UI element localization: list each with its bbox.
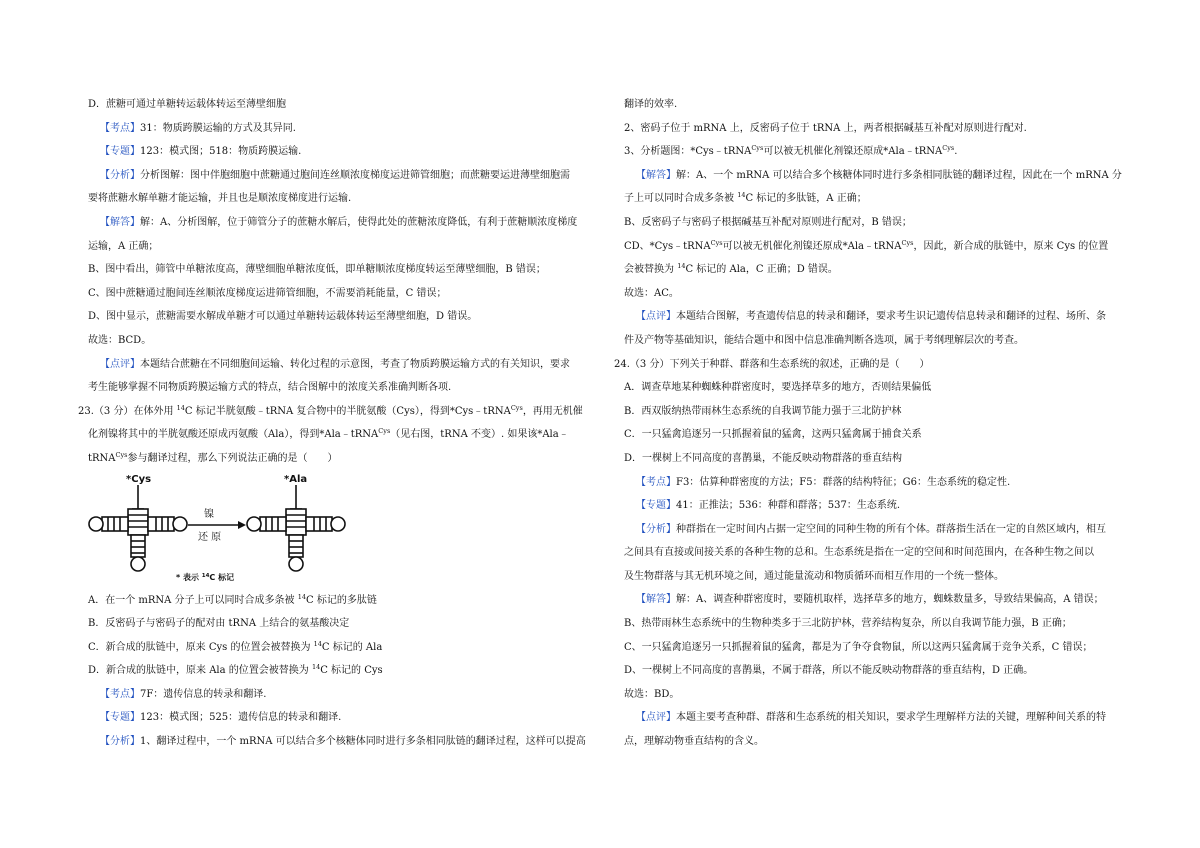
- q24-jieda-d: D、一棵树上不同高度的喜鹊巢，不属于群落，所以不能反映动物群落的垂直结构，D 正确。: [624, 665, 1034, 677]
- dianping-text: 本题结合图解，考查遗传信息的转录和翻译，要求考生识记遗传信息转录和翻译的过程、场所、条: [676, 311, 1106, 323]
- q23-stem-2: [88, 423, 600, 447]
- q23-dianping-2: 件及产物等基础知识，能结合题中和图中信息准确判断各选项，属于考纲理解层次的考查。: [624, 334, 1024, 346]
- stem-text: 23.（3 分）在体外用: [78, 405, 177, 417]
- q24-option-c: C．一只猛禽追逐另一只抓握着鼠的猛禽，这两只猛禽属于捕食关系: [624, 429, 922, 441]
- jieda-tag: 【解答】: [100, 216, 140, 228]
- superscript: Cys: [510, 403, 523, 412]
- q23-dianping-1: [624, 305, 1140, 329]
- q23-fenxi-2: 2、密码子位于 mRNA 上，反密码子位于 tRNA 上，两者根据碱基互补配对原则进行配对.: [624, 122, 1027, 134]
- q22-zhuanti: [88, 140, 600, 164]
- fenxi-text: 1、翻译过程中，一个 mRNA 可以结合多个核糖体同时进行多条相同肽链的翻译过程，这样可以提高: [140, 736, 586, 748]
- fenxi-text: 3、分析题图：*Cys﹣tRNA: [624, 146, 752, 158]
- fenxi-tag: 【分析】: [636, 523, 676, 535]
- q24-fenxi-2: 之间具有直接或间接关系的各种生物的总和。生态系统是指在一定的空间和时间范围内，在各种生物之间以: [624, 547, 1094, 559]
- fenxi-tag: 【分析】: [100, 169, 140, 181]
- left-column: [78, 93, 600, 754]
- q23-jieda-cd-2: [624, 258, 1140, 282]
- q24-stem: 24.（3 分）下列关于种群、群落和生态系统的叙述，正确的是（ ）: [614, 358, 930, 370]
- jieda-text: 会被替换为: [624, 264, 678, 276]
- dianping-text: 本题主要考查种群、群落和生态系统的相关知识，要求学生理解样方法的关键，理解种间关系的特: [676, 712, 1106, 724]
- superscript: Cys: [942, 144, 955, 153]
- option-text: C 标记的多肽链: [306, 594, 377, 606]
- superscript: 14: [313, 639, 322, 648]
- jieda-text: 可以被无机催化剂镍还原成*Ala﹣tRNA: [722, 240, 902, 252]
- q22-jieda-1: [88, 211, 600, 235]
- zhuanti-text: 41：正推法；536：种群和群落；537：生态系统.: [676, 500, 901, 512]
- q23-stem-3: [88, 447, 600, 471]
- jieda-text: 解：A、一个 mRNA 可以结合多个核糖体同时进行多条相同肽链的翻译过程，因此在一个 mRNA 分: [676, 169, 1122, 181]
- q23-fenxi-1: [88, 730, 600, 754]
- stem-text: 参与翻译过程，那么下列说法正确的是（ ）: [127, 452, 338, 464]
- q23-option-c: [88, 636, 600, 660]
- q24-fenxi-1: [624, 518, 1140, 542]
- q22-jieda-b: B、图中看出，筛管中单糖浓度高，薄壁细胞单糖浓度低，即单糖顺浓度梯度转运至薄壁细胞，B 错误；: [88, 264, 546, 276]
- zhuanti-tag: 【专题】: [100, 146, 140, 158]
- kaodian-tag: 【考点】: [100, 688, 140, 700]
- arrow-top-label: 镍: [204, 508, 214, 520]
- stem-text: 化剂镍将其中的半胱氨酸还原成丙氨酸（Ala），得到*Ala﹣tRNA: [88, 429, 379, 441]
- jieda-text: CD、*Cys﹣tRNA: [624, 240, 711, 252]
- q24-option-b: B．西双版纳热带雨林生态系统的自我调节能力强于三北防护林: [624, 405, 902, 417]
- kaodian-text: 31：物质跨膜运输的方式及其异同.: [140, 122, 296, 134]
- q23-option-b: B．反密码子与密码子的配对由 tRNA 上结合的氨基酸决定: [88, 618, 350, 630]
- q22-jieda-c: C、图中蔗糖通过胞间连丝顺浓度梯度运进筛管细胞，不需要消耗能量，C 错误；: [88, 287, 447, 299]
- zhuanti-tag: 【专题】: [100, 712, 140, 724]
- superscript: Cys: [751, 144, 764, 153]
- fenxi-text: 种群指在一定时间内占据一定空间的同种生物的所有个体。群落指生活在一定的自然区域内，相互: [676, 523, 1106, 535]
- superscript: Cys: [901, 238, 914, 247]
- trna-ala-shape: [247, 485, 345, 571]
- fenxi-text: 分析图解：图中伴胞细胞中蔗糖通过胞间连丝顺浓度梯度运进筛管细胞；而蔗糖要运进薄壁细胞需: [140, 169, 570, 181]
- stem-text: （见右图，tRNA 不变）. 如果该*Ala﹣: [390, 429, 569, 441]
- arrow-bottom-label: 还 原: [198, 531, 222, 543]
- jieda-tag: 【解答】: [636, 594, 676, 606]
- jieda-text: 子上可以同时合成多条被: [624, 193, 738, 205]
- fenxi-tag: 【分析】: [100, 736, 140, 748]
- jieda-tag: 【解答】: [636, 169, 676, 181]
- q23-option-d: [88, 659, 600, 683]
- q23-answer: 故选：AC。: [624, 287, 679, 299]
- fenxi-text: 可以被无机催化剂镍还原成*Ala﹣tRNA: [763, 146, 943, 158]
- fenxi-text: .: [954, 146, 958, 158]
- q23-stem-1: [78, 400, 600, 424]
- option-text: A．在一个 mRNA 分子上可以同时合成多条被: [88, 594, 298, 606]
- q23-jieda-2: [624, 187, 1140, 211]
- kaodian-text: F3：估算种群密度的方法；F5：群落的结构特征；G6：生态系统的稳定性.: [676, 476, 1011, 488]
- option-text: C 标记的 Cys: [320, 665, 383, 677]
- q24-dianping-2: 点，理解动物垂直结构的含义。: [624, 736, 764, 748]
- q24-fenxi-3: 及生物群落与其无机环境之间，通过能量流动和物质循环而相互作用的一个统一整体。: [624, 570, 1004, 582]
- q24-jieda-a: [624, 588, 1140, 612]
- kaodian-text: 7F：遗传信息的转录和翻译.: [140, 688, 267, 700]
- q24-answer: 故选：BD。: [624, 688, 680, 700]
- dianping-tag: 【点评】: [100, 358, 140, 370]
- jieda-text: ，因此，新合成的肽链中，原来 Cys 的位置: [913, 240, 1109, 252]
- kaodian-tag: 【考点】: [636, 476, 676, 488]
- superscript: Cys: [710, 238, 723, 247]
- figure-legend: * 表示 $^{14}$C 标记: [176, 572, 235, 582]
- jieda-text: 解：A、分析图解，位于筛管分子的蔗糖水解后，使得此处的蔗糖浓度降低，有利于蔗糖顺浓度梯度: [140, 216, 578, 228]
- superscript: 14: [677, 262, 686, 271]
- q24-dianping-1: [624, 706, 1140, 730]
- q23-jieda-b: B、反密码子与密码子根据碱基互补配对原则进行配对，B 错误；: [624, 216, 912, 228]
- q22-dianping-2: 考生能够掌握不同物质跨膜运输方式的特点，结合图解中的浓度关系准确判断各项.: [88, 382, 452, 394]
- dianping-text: 本题结合蔗糖在不同细胞间运输、转化过程的示意图，考查了物质跨膜运输方式的有关知识，要求: [140, 358, 570, 370]
- superscript: 14: [297, 592, 307, 601]
- option-text: C．新合成的肽链中，原来 Cys 的位置会被替换为: [88, 641, 314, 653]
- stem-text: tRNA: [88, 452, 116, 464]
- option-text: D．新合成的肽链中，原来 Ala 的位置会被替换为: [88, 665, 312, 677]
- q22-jieda-d: D、图中显示，蔗糖需要水解成单糖才可以通过单糖转运载体转运至薄壁细胞，D 错误。: [88, 311, 478, 323]
- q22-kaodian: [88, 117, 600, 141]
- arrow-head: [238, 521, 246, 529]
- right-column: [614, 93, 1140, 754]
- jieda-text: 解：A、调查种群密度时，要随机取样，选择草多的地方，蜘蛛数量多，导致结果偏高，A 错误；: [676, 594, 1104, 606]
- q22-answer: 故选：BCD。: [88, 334, 152, 346]
- q22-dianping-1: [88, 353, 600, 377]
- q24-jieda-c: C、一只猛禽追逐另一只抓握着鼠的猛禽，都是为了争夺食物鼠，所以这两只猛禽属于竞争关系，C 错误；: [624, 641, 1093, 653]
- option-text: C 标记的 Ala: [321, 641, 383, 653]
- q24-jieda-b: B、热带雨林生态系统中的生物种类多于三北防护林，营养结构复杂，所以自我调节能力强，B 正确；: [624, 618, 1072, 630]
- zhuanti-tag: 【专题】: [636, 500, 676, 512]
- superscript: 14: [737, 191, 746, 200]
- q24-kaodian: [624, 471, 1140, 495]
- cys-label: *Cys: [126, 473, 152, 485]
- trna-figure: [88, 473, 600, 585]
- dianping-tag: 【点评】: [636, 712, 676, 724]
- q24-option-d: D．一棵树上不同高度的喜鹊巢，不能反映动物群落的垂直结构: [624, 452, 903, 464]
- q23-jieda-cd-1: [624, 235, 1140, 259]
- q23-fenxi-cont: 翻译的效率.: [624, 99, 678, 110]
- q22-jieda-2: 运输，A 正确；: [88, 240, 159, 252]
- q22-fenxi-1: [88, 164, 600, 188]
- trna-diagram: [88, 473, 358, 585]
- superscript: Cys: [115, 450, 128, 459]
- q23-zhuanti: [88, 706, 600, 730]
- superscript: 14: [311, 663, 321, 672]
- jieda-text: C 标记的多肽链，A 正确；: [745, 193, 867, 205]
- stem-text: C 标记半胱氨酸﹣tRNA 复合物中的半胱氨酸（Cys），得到*Cys﹣tRNA: [184, 405, 511, 417]
- q22-fenxi-2: 要将蔗糖水解单糖才能运输，并且也是顺浓度梯度进行运输.: [88, 193, 352, 205]
- q24-option-a: A．调查草地某种蜘蛛种群密度时，要选择草多的地方，否则结果偏低: [624, 382, 932, 394]
- q23-option-a: [88, 589, 600, 613]
- jieda-text: C 标记的 Ala，C 正确；D 错误。: [685, 264, 838, 276]
- ala-label: *Ala: [284, 473, 308, 485]
- superscript: 14: [176, 403, 185, 412]
- zhuanti-text: 123：模式图；525：遗传信息的转录和翻译.: [140, 712, 342, 724]
- zhuanti-text: 123：模式图；518：物质跨膜运输.: [140, 146, 302, 158]
- kaodian-tag: 【考点】: [100, 122, 140, 134]
- q24-zhuanti: [624, 494, 1140, 518]
- stem-text: ，再用无机催: [522, 405, 583, 417]
- q23-jieda-1: [624, 164, 1140, 188]
- q23-fenxi-3: [624, 140, 1140, 164]
- q22-option-d: D．蔗糖可通过单糖转运载体转运至薄壁细胞: [88, 99, 287, 110]
- trna-cys-shape: [89, 485, 187, 571]
- q23-kaodian: [88, 683, 600, 707]
- superscript: Cys: [378, 427, 391, 436]
- dianping-tag: 【点评】: [636, 311, 676, 323]
